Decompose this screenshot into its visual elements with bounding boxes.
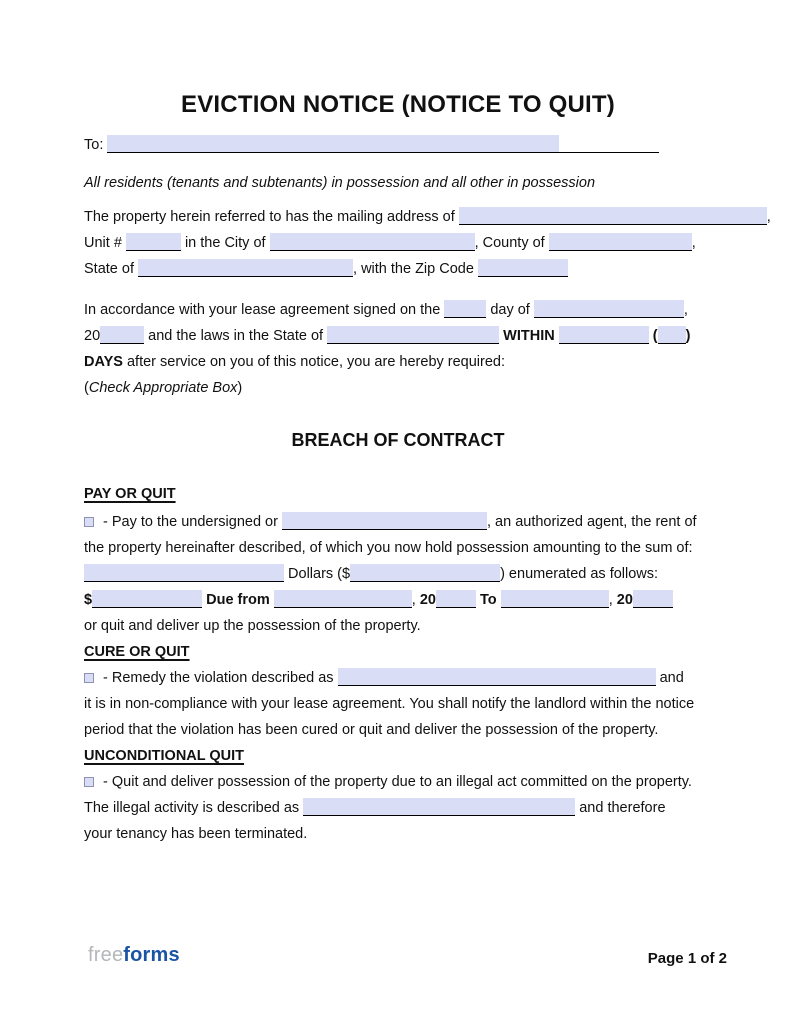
lease-line-2-text: and the laws in the State of	[144, 328, 328, 344]
pay-line-3-blank-3[interactable]	[350, 564, 500, 582]
pay-line-4-text: To	[480, 592, 497, 608]
unconditional-line-2	[84, 795, 712, 821]
address-line-3-text: State of	[84, 261, 139, 277]
to-line	[84, 132, 712, 158]
pay-line-5-text: or quit and deliver up the possession of the property.	[84, 618, 421, 634]
pay-line-4-blank-16[interactable]	[633, 590, 673, 608]
cure-or-quit-checkbox[interactable]	[84, 673, 94, 683]
pay-or-quit-heading-text: PAY OR QUIT	[84, 486, 176, 502]
pay-line-2-text: the property hereinafter described, of which you now hold possession amounting to the sum of:	[84, 540, 693, 556]
lease-line-2-blank-2[interactable]	[100, 326, 144, 344]
page-title: EVICTION NOTICE (NOTICE TO QUIT)	[181, 91, 615, 118]
check-box-note-text: )	[237, 380, 243, 396]
address-line-2	[84, 230, 712, 256]
address-line-1	[84, 204, 771, 230]
pay-line-4-text: ,	[608, 592, 617, 608]
pay-line-1-text: , an authorized agent, the rent of	[486, 514, 697, 530]
residents-note	[84, 170, 712, 196]
unconditional-line-1	[84, 769, 712, 795]
lease-line-1-text: In accordance with your lease agreement signed on the	[84, 302, 445, 318]
address-line-2-text: , County of	[474, 235, 549, 251]
cure-line-2-text: it is in non-compliance with your lease agreement. You shall notify the landlord within the notice	[84, 696, 695, 712]
to-line-text: To:	[84, 137, 108, 153]
lease-line-1-text: ,	[683, 302, 688, 318]
pay-line-4-blank-6[interactable]	[274, 590, 412, 608]
pay-line-3	[84, 561, 712, 587]
unconditional-quit-heading	[84, 743, 712, 769]
address-line-3-text: , with the Zip Code	[353, 261, 478, 277]
pay-line-5	[84, 613, 712, 639]
cure-or-quit-heading-text: CURE OR QUIT	[84, 644, 190, 660]
breach-of-contract-heading-text: BREACH OF CONTRACT	[291, 430, 505, 450]
lease-line-2	[84, 323, 712, 349]
pay-line-4-text: $	[84, 592, 93, 608]
page-number: Page 1 of 2	[647, 950, 727, 967]
form-content	[84, 90, 771, 847]
cure-line-3-text: period that the violation has been cured or quit and deliver the possession of the property.	[84, 722, 659, 738]
address-line-2-text: Unit #	[84, 235, 126, 251]
address-line-2-blank-2[interactable]	[126, 233, 181, 251]
check-box-note-text: (	[84, 380, 89, 396]
pay-line-4-text: 20	[419, 592, 436, 608]
unconditional-line-2-text: and therefore	[575, 800, 666, 816]
pay-line-4	[84, 587, 712, 613]
lease-line-2-blank-8[interactable]	[559, 326, 649, 344]
lease-line-3	[84, 349, 712, 375]
to-line-blank-2[interactable]	[107, 135, 659, 153]
address-line-2-text: ,	[691, 235, 696, 251]
address-line-3-blank-2[interactable]	[138, 259, 353, 277]
unconditional-line-3-text: your tenancy has been terminated.	[84, 826, 308, 842]
lease-line-1-text: day of	[486, 302, 534, 318]
lease-line-3-text: DAYS	[84, 354, 123, 370]
address-line-1-text: ,	[766, 209, 771, 225]
cure-or-quit-heading	[84, 639, 712, 665]
pay-line-1	[84, 509, 712, 535]
unconditional-line-2-blank-2[interactable]	[303, 798, 575, 816]
lease-line-3-text: after service on you of this notice, you are hereby required:	[122, 354, 506, 370]
pay-or-quit-checkbox[interactable]	[84, 517, 94, 527]
form-body	[84, 132, 771, 847]
lease-line-2-text: (	[652, 328, 658, 344]
pay-line-4-text: 20	[616, 592, 633, 608]
unconditional-quit-checkbox[interactable]	[84, 777, 94, 787]
pay-line-4-text: ,	[411, 592, 420, 608]
cure-line-1-text: - Remedy the violation described as	[99, 670, 338, 686]
pay-line-3-text: Dollars ($	[284, 566, 351, 582]
address-line-2-text: in the City of	[180, 235, 270, 251]
unconditional-line-3	[84, 821, 712, 847]
lease-line-2-text: )	[685, 328, 691, 344]
pay-line-4-text: Due from	[206, 592, 270, 608]
lease-line-1	[84, 297, 712, 323]
cure-line-3	[84, 717, 712, 743]
pay-line-1-blank-3[interactable]	[282, 512, 487, 530]
check-box-note	[84, 375, 712, 401]
cure-line-1-text: and	[655, 670, 684, 686]
lease-line-1-blank-2[interactable]	[444, 300, 486, 318]
unconditional-quit-heading-text: UNCONDITIONAL QUIT	[84, 748, 245, 764]
pay-line-4-blank-2[interactable]	[92, 590, 202, 608]
address-line-2-blank-4[interactable]	[270, 233, 475, 251]
pay-line-4-blank-9[interactable]	[436, 590, 476, 608]
lease-line-2-text: 20	[84, 328, 101, 344]
pay-line-1-text: - Pay to the undersigned or	[99, 514, 282, 530]
unconditional-line-2-text: The illegal activity is described as	[84, 800, 304, 816]
pay-line-4-blank-13[interactable]	[501, 590, 609, 608]
lease-line-2-text: WITHIN	[503, 328, 555, 344]
cure-line-2	[84, 691, 712, 717]
lease-line-2-blank-4[interactable]	[327, 326, 499, 344]
residents-note-text: All residents (tenants and subtenants) in possession and all other in possession	[84, 175, 596, 191]
address-line-1-text: The property herein referred to has the mailing address of	[84, 209, 459, 225]
logo-free-text: free	[88, 944, 124, 966]
check-box-note-text: Check Appropriate Box	[88, 380, 238, 396]
lease-line-2-blank-11[interactable]	[658, 326, 686, 344]
address-line-1-blank-2[interactable]	[459, 207, 767, 225]
pay-line-2	[84, 535, 712, 561]
address-line-2-blank-6[interactable]	[549, 233, 692, 251]
unconditional-line-1-text: - Quit and deliver possession of the property due to an illegal act committed on the property.	[99, 774, 692, 790]
freeforms-logo	[88, 944, 180, 967]
pay-line-3-text: ) enumerated as follows:	[500, 566, 659, 582]
pay-line-3-blank-1[interactable]	[84, 564, 284, 582]
cure-line-1-blank-3[interactable]	[338, 668, 656, 686]
logo-forms-text: forms	[123, 944, 180, 966]
breach-of-contract-heading	[84, 425, 712, 455]
cure-line-1	[84, 665, 712, 691]
address-line-3	[84, 256, 712, 282]
lease-line-1-blank-4[interactable]	[534, 300, 684, 318]
pay-or-quit-heading	[84, 481, 712, 507]
address-line-3-blank-4[interactable]	[478, 259, 568, 277]
